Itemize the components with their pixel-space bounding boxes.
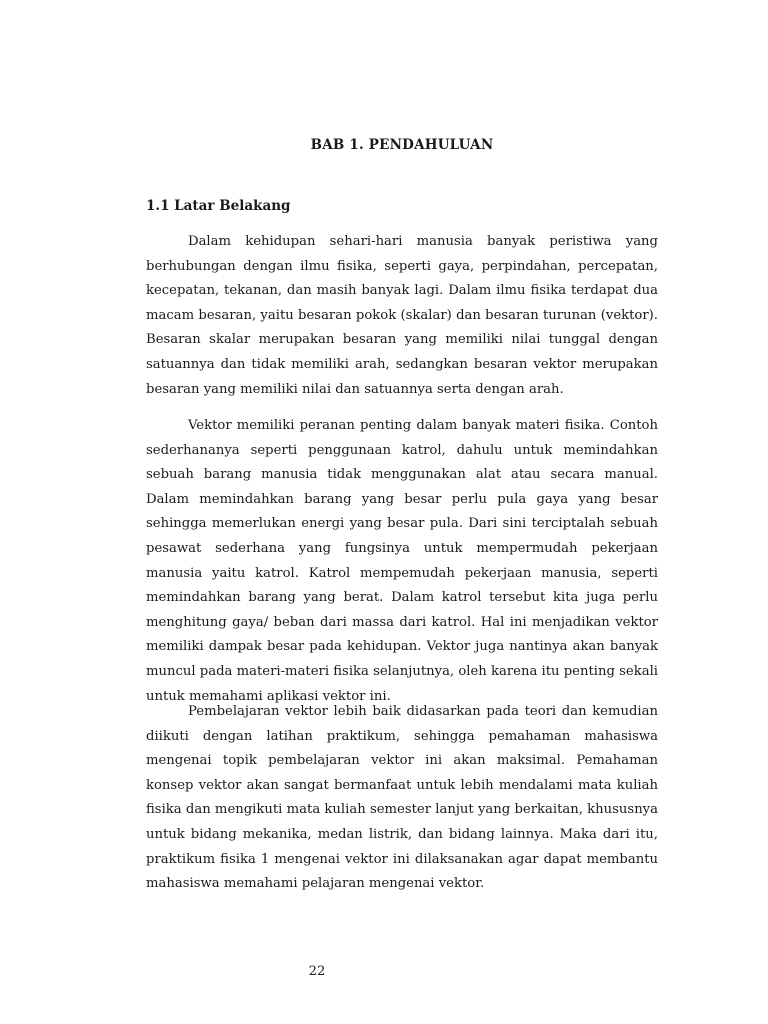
chapter-title: BAB 1. PENDAHULUAN	[310, 137, 494, 153]
section-heading: 1.1 Latar Belakang	[146, 198, 291, 214]
paragraph-1: Dalam kehidupan sehari-hari manusia banyak peristiwa yang berhubungan dengan ilmu fisika, seperti gaya, perpindahan, percepatan, kecepatan, tekanan, dan masih banyak lagi. Dalam ilmu fisika terdapat dua macam besaran, yaitu besaran pokok (skalar) dan besaran turunan (vektor). Besaran skalar merupakan besaran yang memiliki nilai tunggal dengan satuannya dan tidak memiliki arah, sedangkan besaran vektor merupakan besaran yang memiliki nilai dan satuannya serta dengan arah.	[146, 234, 658, 397]
page-number: 22	[308, 964, 326, 979]
paragraph-2: Vektor memiliki peranan penting dalam banyak materi fisika. Contoh sederhananya seperti penggunaan katrol, dahulu untuk memindahkan sebuah barang manusia tidak menggunakan alat atau secara manual. Dalam memindahkan barang yang besar perlu pula gaya yang besar sehingga memerlukan energi yang besar pula. Dari sini terciptalah sebuah pesawat sederhana yang fungsinya untuk mempermudah pekerjaan manusia yaitu katrol. Katrol mempemudah pekerjaan manusia, seperti memindahkan barang yang berat. Dalam katrol tersebut kita juga perlu menghitung gaya/ beban dari massa dari katrol. Hal ini menjadikan vektor memiliki dampak besar pada kehidupan. Vektor juga nantinya akan banyak muncul pada materi-materi fisika selanjutnya, oleh karena itu penting sekali untuk memahami aplikasi vektor ini.	[146, 418, 658, 704]
paragraph-3: Pembelajaran vektor lebih baik didasarkan pada teori dan kemudian diikuti dengan latihan praktikum, sehingga pemahaman mahasiswa mengenai topik pembelajaran vektor ini akan maksimal. Pemahaman konsep vektor akan sangat bermanfaat untuk lebih mendalami mata kuliah fisika dan mengikuti mata kuliah semester lanjut yang berkaitan, khususnya untuk bidang mekanika, medan listrik, dan bidang lainnya. Maka dari itu, praktikum fisika 1 mengenai vektor ini dilaksanakan agar dapat membantu mahasiswa memahami pelajaran mengenai vektor.	[146, 704, 658, 892]
